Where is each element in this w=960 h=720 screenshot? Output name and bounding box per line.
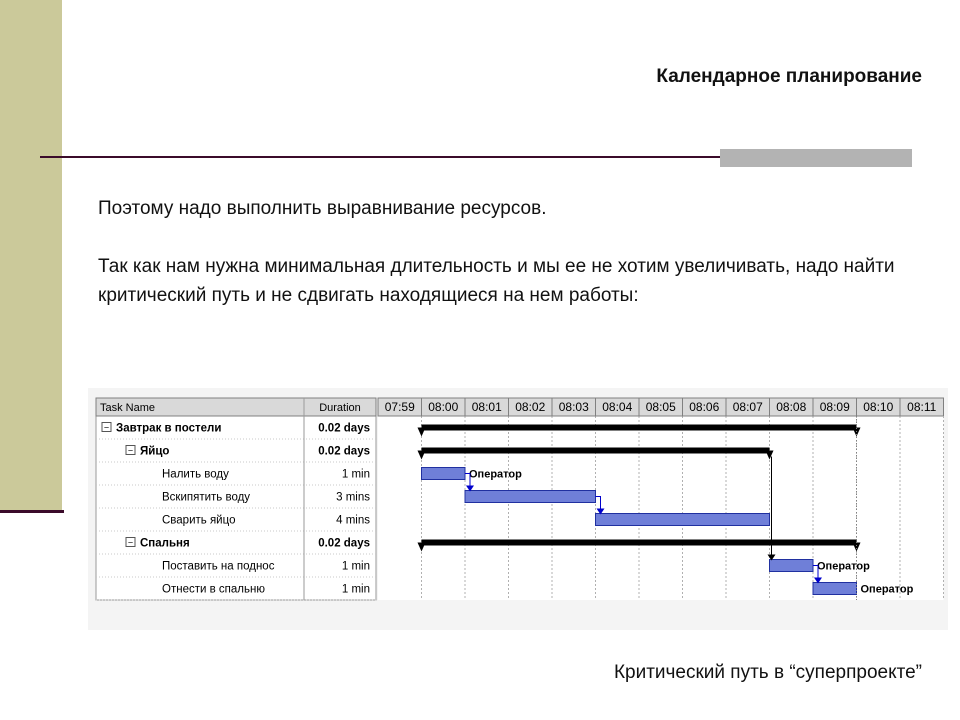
task-bar [813,583,857,595]
task-bar [770,560,814,572]
time-header-label: 08:11 [907,400,937,414]
slide-title: Календарное планирование [656,66,922,87]
task-name: Поставить на поднос [162,560,275,573]
task-name: Налить воду [162,468,229,481]
collapse-icon: − [127,537,134,548]
task-duration: 1 min [341,583,370,596]
summary-bar [422,425,857,431]
summary-bar [422,448,770,454]
task-name: Сварить яйцо [162,514,236,527]
collapse-icon: − [103,422,110,433]
task-duration: 0.02 days [318,445,370,458]
task-duration: 4 mins [336,514,370,527]
slide-caption: Критический путь в “суперпроекте” [613,662,922,683]
task-name: Яйцо [140,445,170,458]
task-bar [422,468,466,480]
time-header-label: 08:07 [732,400,763,414]
paragraph-leveling: Поэтому надо выполнить выравнивание ресурсов. [98,198,547,219]
resource-label: Оператор [860,583,914,596]
task-name: Завтрак в постели [116,422,222,435]
gantt-chart [88,388,948,630]
time-header-label: 08:00 [428,400,459,414]
task-name: Отнести в спальню [162,583,265,596]
task-duration: 1 min [341,560,370,573]
resource-label: Оператор [817,560,870,573]
time-header-label: 07:59 [384,400,415,414]
time-header-label: 08:03 [558,400,589,414]
task-name-header: Task Name [100,402,156,414]
task-name: Вскипятить воду [162,491,251,504]
task-name: Спальня [140,537,190,550]
time-header-label: 08:04 [602,400,633,414]
task-bar [465,491,596,503]
time-header-label: 08:02 [515,400,546,414]
paragraph-critical-path: Так как нам нужна минимальная длительность и мы ее не хотим увеличивать, надо найти критический путь и не сдвигать находящиеся на нем работы: [98,256,895,306]
task-bar [596,514,770,526]
time-header-label: 08:10 [863,400,894,414]
time-header-label: 08:09 [819,400,850,414]
duration-header: Duration [319,402,361,414]
time-header-label: 08:06 [689,400,720,414]
title-rule-block [720,149,912,167]
task-duration: 1 min [341,468,370,481]
side-decor-line [0,510,64,513]
gantt-svg [88,388,948,630]
time-header-label: 08:01 [471,400,502,414]
collapse-icon: − [127,445,134,456]
summary-bar [422,540,857,546]
task-duration: 3 mins [336,491,370,504]
time-header-label: 08:08 [776,400,807,414]
task-duration: 0.02 days [318,537,370,550]
task-duration: 0.02 days [318,422,370,435]
time-header-label: 08:05 [645,400,676,414]
resource-label: Оператор [469,468,522,481]
side-decor-band [0,0,62,512]
